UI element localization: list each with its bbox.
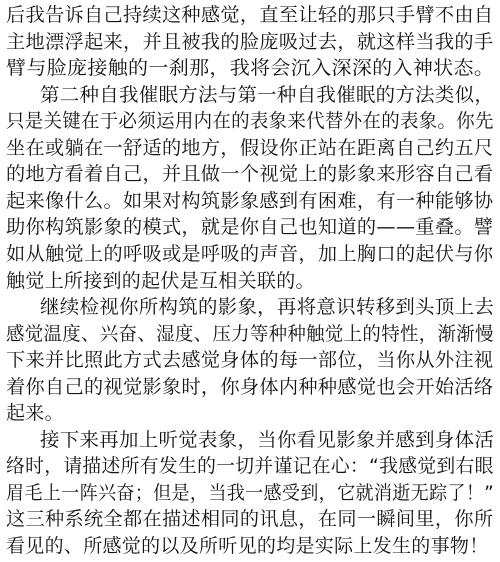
text-line-18: 络时，请描述所有发生的一切并谨记在心：“我感觉到右眼: [6, 455, 494, 478]
text-line-17: 接下来再加上听觉表象，当你看见影象并感到身体活: [40, 428, 495, 451]
text-line-10: 如从触觉上的呼吸或是呼吸的声音，加上胸口的起伏与你: [6, 243, 494, 265]
text-line-2: 主地漂浮起来，并且被我的脸庞吸过去，就这样当我的手: [6, 30, 494, 53]
text-line-4: 第二种自我催眠方法与第一种自我催眠的方法类似，: [40, 83, 495, 106]
text-line-5: 只是关键在于必须运用内在的表象来代替外在的表象。你先: [6, 110, 494, 133]
text-line-16: 起来。: [6, 402, 64, 425]
text-line-6: 坐在或躺在一舒适的地方，假设你正站在距离自己约五尺: [6, 136, 494, 159]
text-line-11: 触觉上所接到的起伏是互相关联的。: [6, 269, 315, 292]
text-line-9: 助你构筑影象的模式，就是你自己也知道的——重叠。譬: [6, 216, 494, 239]
text-line-7: 的地方看着自己，并且做一个视觉上的影象来形容自己看: [6, 163, 494, 186]
text-line-19: 眉毛上一阵兴奋；但是，当我一感受到，它就消逝无踪了！”: [6, 481, 494, 504]
text-line-12: 继续检视你所构筑的影象，再将意识转移到头顶上去: [40, 296, 495, 319]
text-line-21: 看见的、所感觉的以及所听见的均是实际上发生的事物！: [6, 535, 489, 557]
text-line-1: 后我告诉自己持续这种感觉，直至让轻的那只手臂不由自: [6, 4, 494, 26]
text-line-20: 这三种系统全都在描述相同的讯息，在同一瞬间里，你所: [6, 508, 494, 531]
text-line-14: 下来并比照此方式去感觉身体的每一部位，当你从外注视: [6, 349, 494, 372]
text-line-3: 臂与脸庞接触的一刹那，我将会沉入深深的入神状态。: [6, 57, 495, 80]
text-line-8: 起来像什么。如果对构筑影象感到有困难，有一种能够协: [6, 189, 494, 212]
text-line-15: 着你自己的视觉影象时，你身体内种种感觉也会开始活络: [6, 375, 494, 398]
text-line-13: 感觉温度、兴奋、湿度、压力等种种触觉上的特性，渐渐慢: [6, 322, 494, 345]
